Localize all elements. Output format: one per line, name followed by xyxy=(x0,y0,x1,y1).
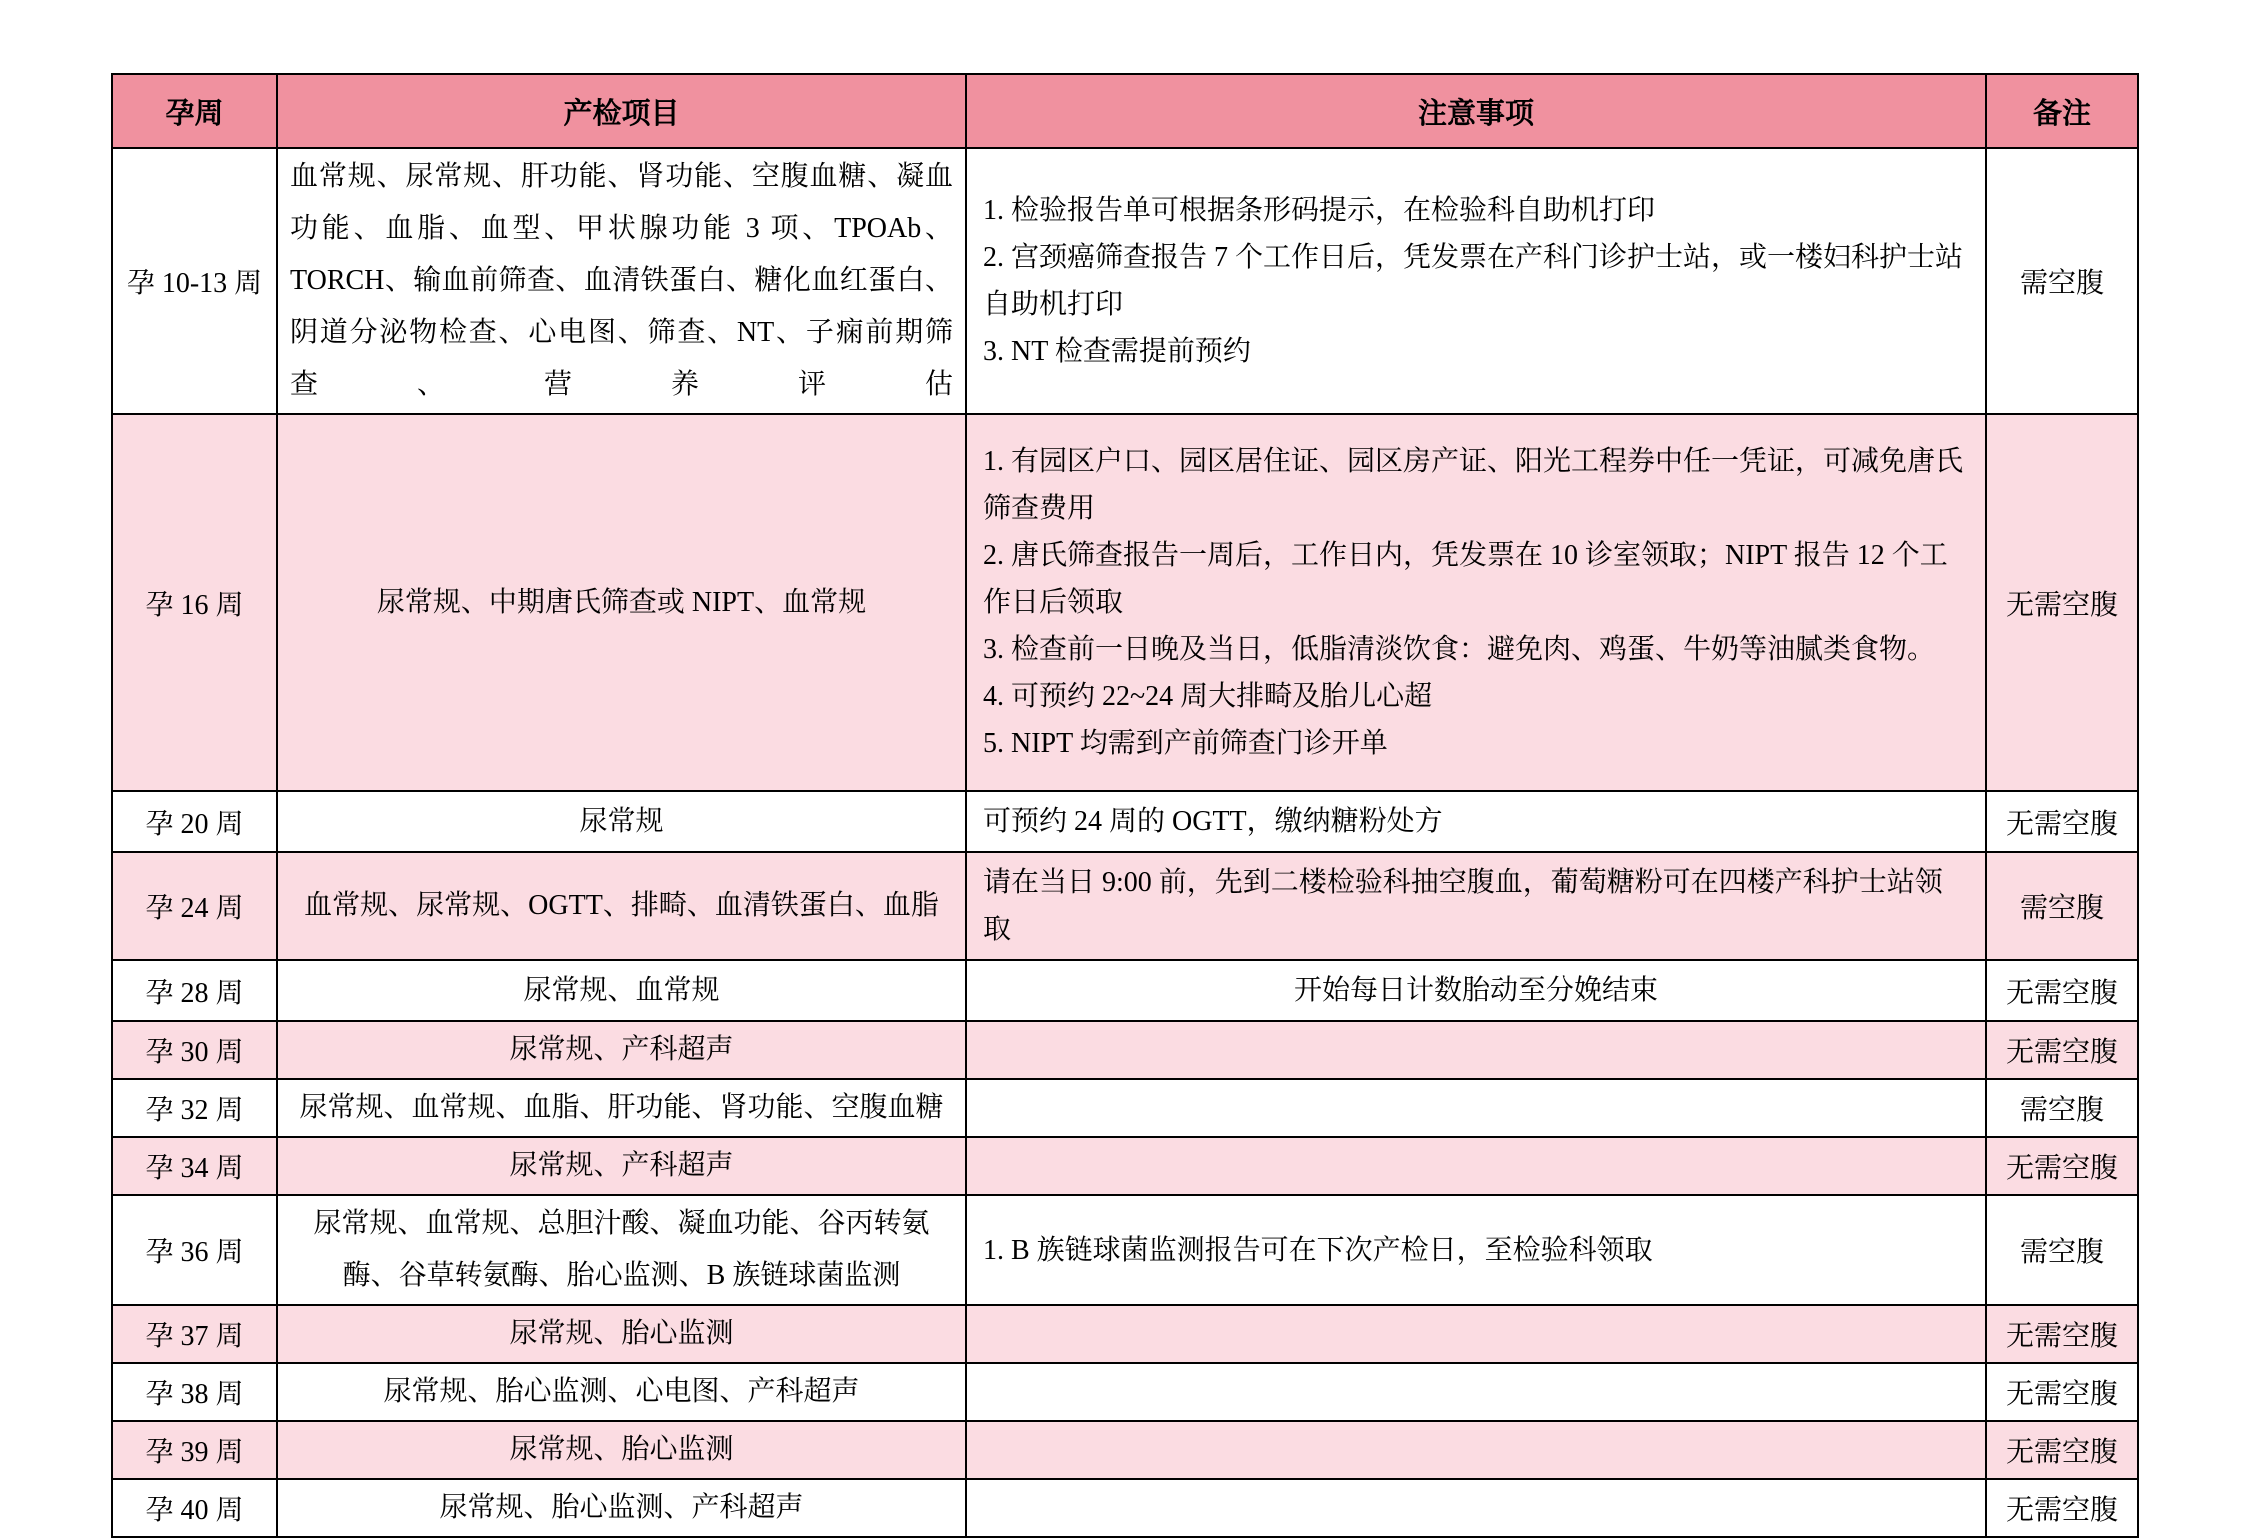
week-cell: 孕 16 周 xyxy=(112,414,277,791)
table-row xyxy=(112,148,2138,414)
notes-cell xyxy=(966,1363,1986,1421)
note-line: 请在当日 9:00 前，先到二楼检验科抽空腹血，葡萄糖粉可在四楼产科护士站领取 xyxy=(983,867,1943,945)
notes-cell xyxy=(966,1479,1986,1537)
note-line: 可预约 24 周的 OGTT，缴纳糖粉处方 xyxy=(983,806,1443,837)
remark-cell: 需空腹 xyxy=(1986,852,2138,960)
week-cell: 孕 30 周 xyxy=(112,1021,277,1079)
note-line: 2. 唐氏筛查报告一周后，工作日内，凭发票在 10 诊室领取；NIPT 报告 12 个工作日后领取 xyxy=(983,540,1948,618)
remark-cell: 无需空腹 xyxy=(1986,960,2138,1021)
table-row xyxy=(112,1079,2138,1137)
week-cell: 孕 10-13 周 xyxy=(112,148,277,414)
week-cell: 孕 34 周 xyxy=(112,1137,277,1195)
notes-cell xyxy=(966,1021,1986,1079)
notes-cell xyxy=(966,1421,1986,1479)
items-cell: 尿常规、血常规、血脂、肝功能、肾功能、空腹血糖 xyxy=(277,1079,966,1137)
week-cell: 孕 24 周 xyxy=(112,852,277,960)
col-header-notes: 注意事项 xyxy=(966,74,1986,148)
items-cell: 尿常规、产科超声 xyxy=(277,1021,966,1079)
week-cell: 孕 40 周 xyxy=(112,1479,277,1537)
items-cell: 尿常规、血常规、总胆汁酸、凝血功能、谷丙转氨酶、谷草转氨酶、胎心监测、B 族链球菌监测 xyxy=(277,1195,966,1305)
table-row xyxy=(112,1305,2138,1363)
items-cell: 血常规、尿常规、OGTT、排畸、血清铁蛋白、血脂 xyxy=(277,852,966,960)
remark-cell: 无需空腹 xyxy=(1986,1021,2138,1079)
week-cell: 孕 20 周 xyxy=(112,791,277,852)
table-row xyxy=(112,1363,2138,1421)
note-line: 1. B 族链球菌监测报告可在下次产检日，至检验科领取 xyxy=(983,1234,1653,1266)
items-cell: 尿常规、胎心监测、产科超声 xyxy=(277,1479,966,1537)
note-line: 5. NIPT 均需到产前筛查门诊开单 xyxy=(983,728,1388,759)
items-cell: 尿常规、胎心监测、心电图、产科超声 xyxy=(277,1363,966,1421)
table-row xyxy=(112,1195,2138,1305)
note-line: 开始每日计数胎动至分娩结束 xyxy=(1293,975,1658,1006)
note-line: 1. 检验报告单可根据条形码提示，在检验科自助机打印 xyxy=(983,195,1656,226)
header-row xyxy=(112,74,2138,148)
notes-cell xyxy=(966,1195,1986,1305)
note-line: 3. 检查前一日晚及当日，低脂清淡饮食：避免肉、鸡蛋、牛奶等油腻类食物。 xyxy=(983,634,1936,665)
remark-cell: 无需空腹 xyxy=(1986,1479,2138,1537)
notes-cell xyxy=(966,414,1986,791)
items-cell: 尿常规、产科超声 xyxy=(277,1137,966,1195)
note-line: 1. 有园区户口、园区居住证、园区房产证、阳光工程券中任一凭证，可减免唐氏筛查费用 xyxy=(983,446,1964,524)
remark-cell: 无需空腹 xyxy=(1986,1363,2138,1421)
items-cell: 血常规、尿常规、肝功能、肾功能、空腹血糖、凝血功能、血脂、血型、甲状腺功能 3 项、TPOAb、TORCH、输血前筛查、血清铁蛋白、糖化血红蛋白、阴道分泌物检查、心电图、筛查、NT、子痫前期筛查、营养评估 xyxy=(277,148,966,414)
items-cell: 尿常规、胎心监测 xyxy=(277,1305,966,1363)
notes-cell xyxy=(966,791,1986,852)
col-header-remark: 备注 xyxy=(1986,74,2138,148)
notes-cell xyxy=(966,960,1986,1021)
table-row xyxy=(112,1421,2138,1479)
remark-cell: 无需空腹 xyxy=(1986,1421,2138,1479)
notes-cell xyxy=(966,1305,1986,1363)
items-cell: 尿常规、中期唐氏筛查或 NIPT、血常规 xyxy=(277,414,966,791)
notes-cell xyxy=(966,852,1986,960)
table-row xyxy=(112,791,2138,852)
week-cell: 孕 37 周 xyxy=(112,1305,277,1363)
week-cell: 孕 32 周 xyxy=(112,1079,277,1137)
week-cell: 孕 38 周 xyxy=(112,1363,277,1421)
week-cell: 孕 36 周 xyxy=(112,1195,277,1305)
notes-cell xyxy=(966,148,1986,414)
col-header-items: 产检项目 xyxy=(277,74,966,148)
notes-cell xyxy=(966,1137,1986,1195)
prenatal-checkup-table xyxy=(111,73,2139,1538)
items-cell: 尿常规、胎心监测 xyxy=(277,1421,966,1479)
remark-cell: 无需空腹 xyxy=(1986,1137,2138,1195)
remark-cell: 需空腹 xyxy=(1986,1079,2138,1137)
table-row xyxy=(112,1479,2138,1537)
note-line: 3. NT 检查需提前预约 xyxy=(983,336,1251,367)
table-row xyxy=(112,852,2138,960)
week-cell: 孕 39 周 xyxy=(112,1421,277,1479)
note-line: 2. 宫颈癌筛查报告 7 个工作日后，凭发票在产科门诊护士站，或一楼妇科护士站自助机打印 xyxy=(983,242,1964,320)
note-line: 4. 可预约 22~24 周大排畸及胎儿心超 xyxy=(983,681,1433,712)
remark-cell: 无需空腹 xyxy=(1986,1305,2138,1363)
table-row xyxy=(112,414,2138,791)
week-cell: 孕 28 周 xyxy=(112,960,277,1021)
remark-cell: 无需空腹 xyxy=(1986,414,2138,791)
remark-cell: 无需空腹 xyxy=(1986,791,2138,852)
items-cell: 尿常规 xyxy=(277,791,966,852)
notes-cell xyxy=(966,1079,1986,1137)
items-cell: 尿常规、血常规 xyxy=(277,960,966,1021)
remark-cell: 需空腹 xyxy=(1986,148,2138,414)
col-header-week: 孕周 xyxy=(112,74,277,148)
table-row xyxy=(112,1137,2138,1195)
remark-cell: 需空腹 xyxy=(1986,1195,2138,1305)
table-row xyxy=(112,1021,2138,1079)
table-row xyxy=(112,960,2138,1021)
